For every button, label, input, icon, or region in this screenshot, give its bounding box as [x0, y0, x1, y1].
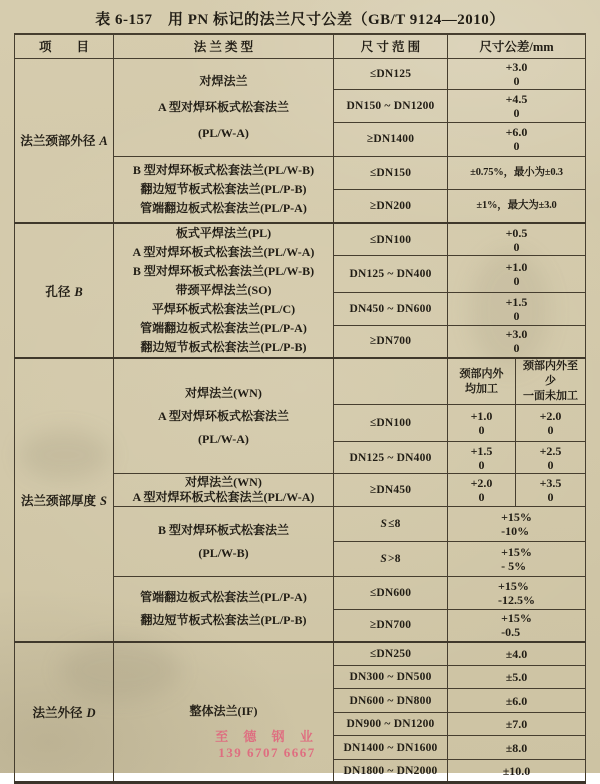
- range-rest: >8: [387, 553, 401, 565]
- tolerance-lower: 0: [547, 490, 554, 504]
- flange-type-line: (PL/W-A): [198, 431, 249, 446]
- cell-range-b4: ≥DN700: [334, 325, 448, 358]
- tolerance-upper: +15%: [501, 611, 532, 626]
- tolerance-lower: - 5%: [501, 559, 527, 573]
- subheader-machined: [448, 358, 516, 405]
- cell-tolerance-s1-machined: [448, 405, 516, 442]
- tolerance-upper: +2.0: [539, 409, 562, 423]
- col-header-size-range: 尺 寸 范 围: [334, 34, 448, 58]
- col-header-flange-type: 法 兰 类 型: [114, 34, 334, 58]
- range-symbol: S: [380, 553, 387, 565]
- cell-flange-type-group7: [114, 577, 334, 642]
- tolerance-lower: 0: [547, 423, 554, 437]
- cell-range-s6: ≤DN600: [334, 577, 448, 610]
- tolerance-lower: 0: [478, 423, 485, 437]
- cell-tolerance-a2: [448, 89, 586, 122]
- cell-item-flange-outer-diameter: [15, 642, 114, 783]
- cell-tolerance-s3-machined: [448, 474, 516, 507]
- flange-type-line: 对焊法兰: [199, 74, 248, 88]
- flange-type-line: A 型对焊环板式松套法兰: [157, 408, 289, 423]
- tolerance-lower: 0: [513, 73, 520, 88]
- tolerance-upper: +1.5: [505, 294, 528, 309]
- tolerance-lower: 0: [513, 105, 520, 120]
- tolerance-upper: +3.0: [505, 59, 528, 74]
- cell-item-bore-diameter: [15, 223, 114, 358]
- cell-flange-type-group4: [114, 358, 334, 474]
- cell-tolerance-d6: ±10.0: [448, 760, 586, 783]
- cell-range-s3: ≥DN450: [334, 474, 448, 507]
- cell-tolerance-b1: [448, 223, 586, 256]
- tolerance-lower: -12.5%: [498, 593, 535, 607]
- tolerance-lower: 0: [513, 274, 520, 289]
- table-row: [15, 358, 586, 405]
- cell-tolerance-s2-machined: [448, 442, 516, 474]
- tolerance-lower: 0: [513, 139, 520, 153]
- cell-tolerance-s7: [448, 610, 586, 642]
- item-symbol: B: [74, 284, 83, 299]
- subheader-line: 均加工: [465, 382, 498, 395]
- cell-range-b3: DN450 ~ DN600: [334, 292, 448, 325]
- cell-flange-type-group8: 整体法兰(IF): [114, 642, 334, 783]
- cell-tolerance-s1-unmachined: [516, 405, 586, 442]
- cell-range-s2: DN125 ~ DN400: [334, 442, 448, 474]
- tolerance-lower: -10%: [501, 524, 530, 538]
- subheader-line: 颈部内外: [459, 367, 504, 380]
- item-label: 法兰颈部外径: [20, 134, 96, 149]
- tolerance-lower: -0.5: [501, 625, 521, 640]
- item-label: 法兰外径: [32, 705, 83, 720]
- subheader-line: 颈部内外至少: [523, 360, 578, 387]
- flange-type-line: 管端翻边板式松套法兰(PL/P-A): [140, 321, 307, 335]
- flange-type-line: A 型对焊环板式松套法兰(PL/W-A): [132, 490, 315, 504]
- tolerance-upper: +3.0: [505, 327, 528, 342]
- cell-range-a5: ≥DN200: [334, 189, 448, 223]
- header-row: [15, 34, 586, 58]
- flange-type-line: 对焊法兰(WN): [185, 475, 262, 489]
- tolerance-lower: 0: [513, 239, 520, 254]
- flange-type-line: 翻边短节板式松套法兰(PL/P-B): [140, 181, 307, 196]
- flange-type-line: 翻边短节板式松套法兰(PL/P-B): [140, 340, 307, 354]
- cell-range-d6: DN1800 ~ DN2000: [334, 760, 448, 783]
- cell-range-b2: DN125 ~ DN400: [334, 256, 448, 292]
- flange-type-line: (PL/W-B): [198, 545, 249, 560]
- cell-range-s1: ≤DN100: [334, 405, 448, 442]
- tolerance-upper: +1.0: [505, 260, 528, 275]
- flange-type-line: 板式平焊法兰(PL): [175, 226, 272, 240]
- flange-type-line: 管端翻边板式松套法兰(PL/P-A): [140, 589, 307, 604]
- tolerance-upper: +6.0: [505, 125, 528, 139]
- cell-range-d5: DN1400 ~ DN1600: [334, 736, 448, 760]
- tolerance-upper: +3.5: [539, 476, 562, 490]
- watermark-phone: 139 6707 6667: [218, 745, 316, 760]
- cell-tolerance-d1: ±4.0: [448, 642, 586, 666]
- cell-tolerance-b2: [448, 256, 586, 292]
- flange-tolerance-table: [14, 33, 586, 784]
- flange-type-line: B 型对焊环板式松套法兰(PL/W-B): [132, 162, 315, 177]
- watermark-company: 至 德 钢 业: [215, 729, 319, 744]
- item-symbol: D: [86, 705, 96, 720]
- cell-flange-type-group5: [114, 474, 334, 507]
- table-row: [15, 223, 586, 256]
- cell-flange-type-group1: [114, 58, 334, 156]
- subheader-unmachined: [516, 358, 586, 405]
- cell-tolerance-s6: [448, 577, 586, 610]
- cell-item-neck-outer-diameter: [15, 58, 114, 223]
- tolerance-upper: +4.5: [505, 91, 528, 106]
- cell-tolerance-d2: ±5.0: [448, 666, 586, 689]
- cell-range-d4: DN900 ~ DN1200: [334, 713, 448, 736]
- cell-flange-type-group2: [114, 156, 334, 223]
- item-symbol: A: [99, 134, 108, 149]
- flange-type-line: B 型对焊环板式松套法兰: [157, 522, 289, 537]
- cell-item-neck-thickness: [15, 358, 114, 642]
- cell-range-s5: [334, 542, 448, 577]
- cell-range-a1: ≤DN125: [334, 58, 448, 89]
- cell-flange-type-group6: [114, 507, 334, 577]
- cell-tolerance-d4: ±7.0: [448, 713, 586, 736]
- flange-type-line: 带颈平焊法兰(SO): [175, 283, 272, 297]
- item-label: 孔径: [45, 284, 71, 299]
- cell-tolerance-d3: ±6.0: [448, 689, 586, 713]
- cell-tolerance-b3: [448, 292, 586, 325]
- tolerance-lower: 0: [478, 457, 485, 472]
- table-row: [15, 58, 586, 89]
- cell-range-a2: DN150 ~ DN1200: [334, 89, 448, 122]
- tolerance-upper: +0.5: [505, 225, 528, 240]
- cell-tolerance-s5: [448, 542, 586, 577]
- tolerance-upper: +2.0: [470, 476, 493, 490]
- tolerance-upper: +15%: [501, 510, 532, 524]
- flange-type-line: 对焊法兰(WN): [185, 385, 262, 400]
- tolerance-upper: +1.5: [470, 443, 493, 458]
- cell-tolerance-s3-unmachined: [516, 474, 586, 507]
- tolerance-lower: 0: [513, 341, 520, 356]
- table-title: 表 6-157 用 PN 标记的法兰尺寸公差（GB/T 9124—2010）: [95, 12, 505, 28]
- flange-type-line: 管端翻边板式松套法兰(PL/P-A): [140, 200, 307, 215]
- tolerance-lower: 0: [547, 457, 554, 472]
- flange-type-line: A 型对焊环板式松套法兰(PL/W-A): [132, 245, 315, 259]
- cell-range-a4: ≤DN150: [334, 156, 448, 189]
- item-symbol: S: [100, 493, 107, 508]
- flange-type-line: 平焊环板式松套法兰(PL/C): [151, 302, 296, 316]
- cell-range-a3: ≥DN1400: [334, 122, 448, 156]
- flange-type-line: B 型对焊环板式松套法兰(PL/W-B): [132, 264, 315, 278]
- cell-tolerance-a1: [448, 58, 586, 89]
- cell-flange-type-group3: [114, 223, 334, 358]
- cell-tolerance-d5: ±8.0: [448, 736, 586, 760]
- tolerance-upper: +15%: [498, 579, 529, 593]
- cell-range-s7: ≥DN700: [334, 610, 448, 642]
- cell-tolerance-a3: [448, 122, 586, 156]
- range-rest: ≤8: [388, 518, 401, 530]
- flange-type-line: (PL/W-A): [198, 126, 249, 140]
- col-header-item: 项 目: [15, 34, 114, 58]
- tolerance-upper: +2.5: [539, 443, 562, 458]
- cell-tolerance-a5: ±1%，最大为±3.0: [448, 189, 586, 223]
- item-label: 法兰颈部厚度: [21, 493, 97, 508]
- cell-range-d1: ≤DN250: [334, 642, 448, 666]
- table-row: [15, 642, 586, 666]
- cell-tolerance-s2-unmachined: [516, 442, 586, 474]
- tolerance-lower: 0: [513, 308, 520, 323]
- flange-type-line: 翻边短节板式松套法兰(PL/P-B): [140, 612, 307, 627]
- cell-tolerance-b4: [448, 325, 586, 358]
- cell-range-subheader-empty: [334, 358, 448, 405]
- cell-range-s4: [334, 507, 448, 542]
- tolerance-lower: 0: [478, 490, 485, 504]
- cell-tolerance-a4: ±0.75%，最小为±0.3: [448, 156, 586, 189]
- tolerance-upper: +15%: [501, 545, 532, 559]
- cell-range-d3: DN600 ~ DN800: [334, 689, 448, 713]
- subheader-line: 一面未加工: [523, 390, 578, 402]
- tolerance-upper: +1.0: [470, 409, 493, 423]
- cell-range-d2: DN300 ~ DN500: [334, 666, 448, 689]
- col-header-tolerance: 尺寸公差/mm: [448, 34, 586, 58]
- cell-range-b1: ≤DN100: [334, 223, 448, 256]
- range-symbol: S: [380, 518, 388, 530]
- flange-type-line: A 型对焊环板式松套法兰: [157, 100, 289, 114]
- cell-tolerance-s4: [448, 507, 586, 542]
